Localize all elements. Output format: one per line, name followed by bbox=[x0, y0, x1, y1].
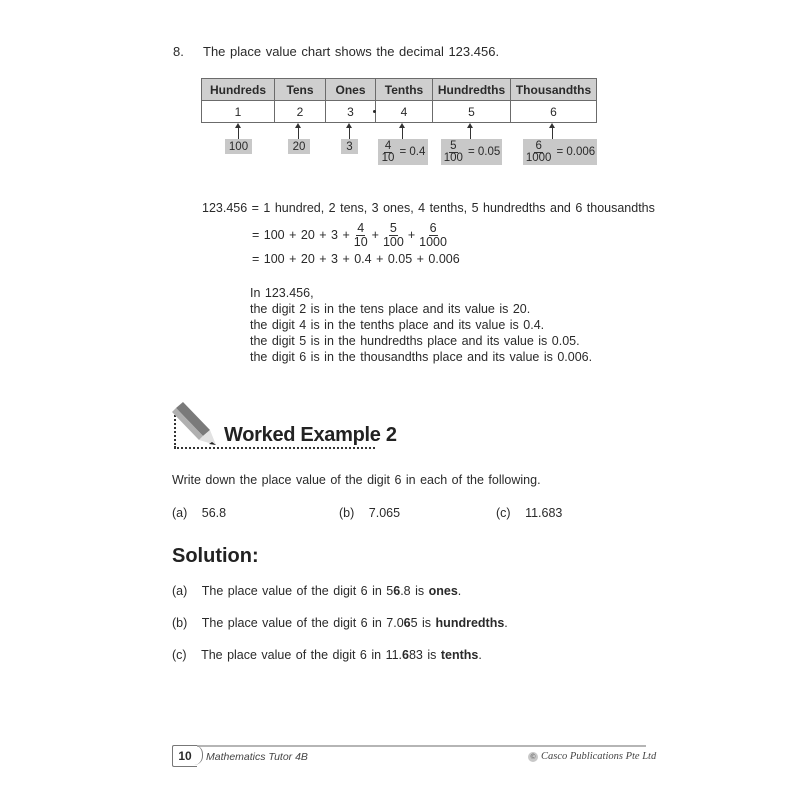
numerator: 6 bbox=[429, 220, 437, 235]
plus-sign: + bbox=[407, 228, 416, 242]
digit-value: 5 bbox=[468, 104, 475, 119]
value-text: = 0.4 bbox=[399, 146, 426, 158]
part-label: (c) bbox=[496, 506, 511, 520]
copyright bbox=[528, 751, 656, 762]
answer: tenths bbox=[440, 648, 479, 662]
part-value: 7.065 bbox=[368, 506, 401, 520]
arrow-up-icon bbox=[470, 126, 471, 139]
page-number: 10 bbox=[172, 745, 197, 767]
value-text: 3 bbox=[346, 140, 353, 153]
bold-digit: 6 bbox=[403, 616, 411, 630]
footer-rule bbox=[196, 745, 646, 747]
numerator: 5 bbox=[389, 220, 397, 235]
arrow-up-icon bbox=[402, 126, 403, 139]
place-value-chart bbox=[201, 78, 597, 123]
arrow-up-icon bbox=[552, 126, 553, 139]
arrow-up-icon bbox=[349, 126, 350, 139]
digit-hundredths bbox=[433, 101, 511, 123]
decimal-point bbox=[373, 110, 376, 113]
digit-value: 3 bbox=[347, 104, 354, 119]
header-ones: Ones bbox=[326, 79, 376, 101]
digit-value: 1 bbox=[234, 104, 242, 119]
publisher: Casco Publications Pte Ltd bbox=[541, 751, 657, 762]
fraction bbox=[353, 222, 369, 249]
denominator: 1000 bbox=[419, 234, 447, 249]
pencil-icon bbox=[172, 402, 224, 450]
header-thousandths: Thousandths bbox=[511, 79, 597, 101]
expansion-line-2 bbox=[252, 220, 451, 250]
value-box-ones bbox=[341, 139, 358, 154]
answer: ones bbox=[428, 584, 458, 598]
solution-item-a bbox=[172, 584, 461, 598]
arrow-up-icon bbox=[298, 126, 299, 139]
bold-digit: 6 bbox=[393, 584, 401, 598]
item-label: (b) bbox=[172, 616, 188, 630]
numerator: 6 bbox=[535, 139, 542, 152]
expansion-line-3: = 100 + 20 + 3 + 0.4 + 0.05 + 0.006 bbox=[252, 252, 460, 266]
item-end: . bbox=[478, 648, 482, 662]
question-text: The place value chart shows the decimal 123.456. bbox=[203, 44, 500, 59]
header-tenths: Tenths bbox=[376, 79, 433, 101]
expansion-line-1: 123.456 = 1 hundred, 2 tens, 3 ones, 4 tenths, 5 hundredths and 6 thousandths bbox=[202, 201, 655, 215]
solution-title: Solution: bbox=[172, 545, 259, 567]
value-box-tens bbox=[288, 139, 310, 154]
explanation-line: the digit 6 is in the thousandths place and its value is 0.006. bbox=[250, 350, 593, 364]
explanation-line: the digit 2 is in the tens place and its value is 20. bbox=[250, 302, 531, 316]
digit-thousandths bbox=[511, 101, 597, 123]
part-c bbox=[496, 506, 562, 520]
denominator: 10 bbox=[381, 151, 395, 164]
item-text: 83 is bbox=[408, 648, 441, 662]
bold-digit: 6 bbox=[402, 648, 409, 662]
item-label: (c) bbox=[172, 648, 187, 662]
value-text: 100 bbox=[228, 140, 249, 153]
numerator: 4 bbox=[384, 139, 392, 152]
digit-ones bbox=[326, 101, 376, 123]
chart-digit-row bbox=[202, 101, 597, 123]
page-number-bracket bbox=[194, 745, 203, 765]
value-text: = 0.006 bbox=[556, 146, 596, 158]
value-box-thousandths bbox=[523, 139, 597, 165]
item-text: .8 is bbox=[400, 584, 429, 598]
digit-hundreds bbox=[202, 101, 275, 123]
value-text: 20 bbox=[292, 140, 306, 153]
value-box-hundreds bbox=[225, 139, 252, 154]
value-box-hundredths bbox=[441, 139, 502, 165]
explanation-intro: In 123.456, bbox=[250, 286, 314, 300]
digit-value: 6 bbox=[550, 104, 557, 119]
denominator: 100 bbox=[382, 234, 404, 249]
worked-example-prompt: Write down the place value of the digit 6 in each of the following. bbox=[172, 473, 541, 487]
copyright-icon: © bbox=[528, 752, 538, 762]
numerator: 5 bbox=[450, 139, 457, 152]
part-label: (a) bbox=[172, 506, 188, 520]
item-text: The place value of the digit 6 in 11. bbox=[201, 648, 403, 662]
answer: hundredths bbox=[435, 616, 505, 630]
item-text: 5 is bbox=[410, 616, 436, 630]
solution-item-c bbox=[172, 648, 482, 662]
part-b bbox=[339, 506, 400, 520]
question-number: 8. bbox=[173, 44, 184, 59]
item-label: (a) bbox=[172, 584, 188, 598]
digit-value: 2 bbox=[296, 104, 304, 119]
denominator: 100 bbox=[443, 151, 463, 164]
digit-value: 4 bbox=[400, 104, 408, 119]
fraction bbox=[382, 222, 405, 249]
item-text: The place value of the digit 6 in 5 bbox=[201, 584, 394, 598]
fraction bbox=[443, 141, 464, 164]
plus-sign: + bbox=[371, 228, 379, 242]
fraction bbox=[381, 141, 396, 164]
book-title: Mathematics Tutor 4B bbox=[206, 751, 308, 763]
arrow-up-icon bbox=[238, 126, 239, 139]
worked-example-title: Worked Example 2 bbox=[224, 424, 397, 446]
digit-tens bbox=[275, 101, 326, 123]
header-hundreds: Hundreds bbox=[202, 79, 275, 101]
fraction bbox=[525, 141, 553, 164]
chart-header-row bbox=[202, 79, 597, 101]
item-end: . bbox=[504, 616, 508, 630]
fraction bbox=[418, 222, 448, 249]
solution-item-b bbox=[172, 616, 508, 630]
part-value: 11.683 bbox=[525, 506, 563, 520]
value-text: = 0.05 bbox=[467, 146, 501, 158]
item-text: The place value of the digit 6 in 7.0 bbox=[201, 616, 404, 630]
denominator: 1000 bbox=[525, 151, 552, 164]
expansion-prefix: = 100 + 20 + 3 + bbox=[252, 228, 350, 242]
part-label: (b) bbox=[339, 506, 355, 520]
header-hundredths: Hundredths bbox=[433, 79, 511, 101]
part-value: 56.8 bbox=[201, 506, 227, 520]
item-end: . bbox=[457, 584, 462, 598]
value-box-tenths bbox=[378, 139, 428, 165]
numerator: 4 bbox=[357, 220, 365, 235]
explanation-line: the digit 5 is in the hundredths place and its value is 0.05. bbox=[250, 334, 580, 348]
denominator: 10 bbox=[353, 234, 368, 249]
part-a bbox=[172, 506, 226, 520]
explanation-line: the digit 4 is in the tenths place and its value is 0.4. bbox=[250, 318, 545, 332]
header-tens: Tens bbox=[275, 79, 326, 101]
digit-tenths bbox=[376, 101, 433, 123]
